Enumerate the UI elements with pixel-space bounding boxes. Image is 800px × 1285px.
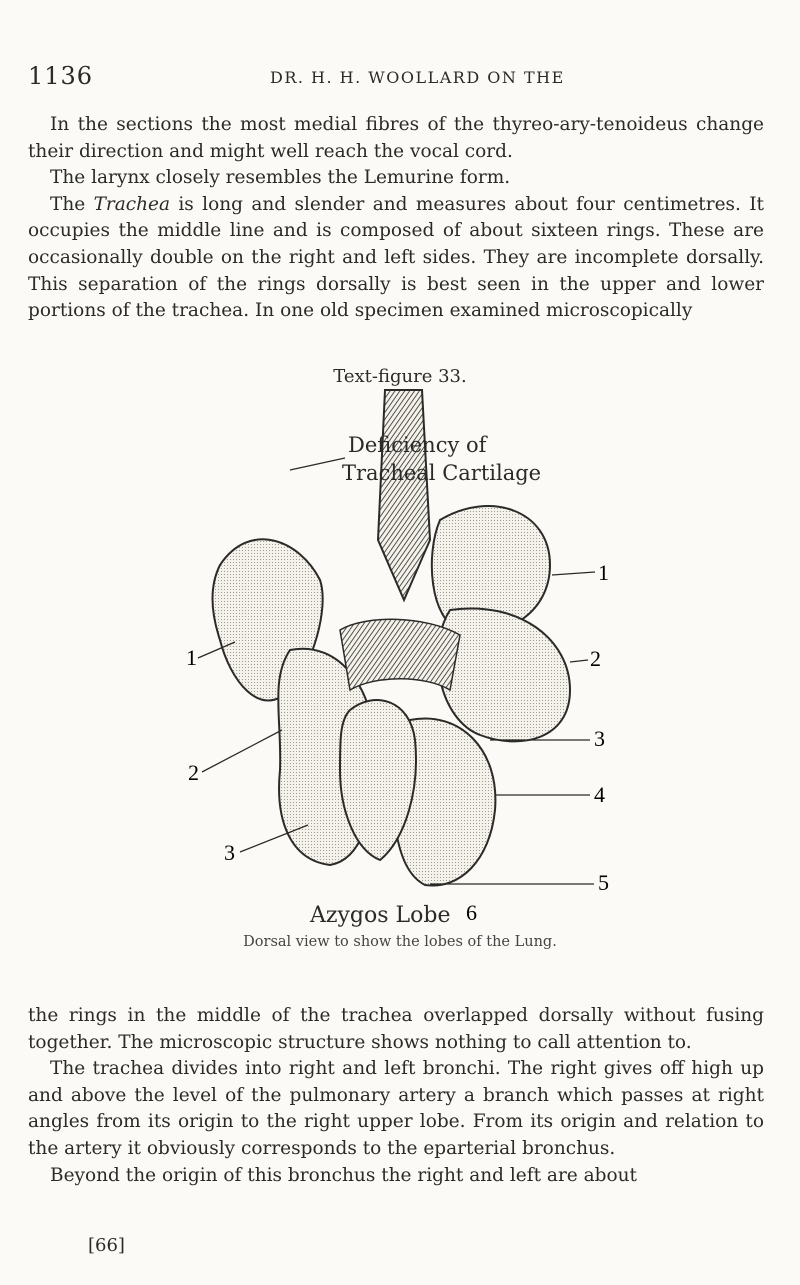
top-text-block [28,112,764,325]
label-deficiency-line1: Deficiency of [348,433,487,457]
paragraph-thyreo: In the sections the most medial fibres of the thyreo-ary-tenoideus change their direction and might well reach the vocal cord. [28,114,764,162]
lung-illustration [186,390,620,930]
numeral-left-1: 1 [186,645,197,670]
trachea-lead: The [50,193,86,215]
numeral-left-2: 2 [188,760,199,785]
paragraph-larynx: The larynx closely resembles the Lemurine form. [50,167,511,189]
trachea-word: Trachea [93,193,171,215]
trachea-text: is long and slender and measures about four centimetres. It occupies the middle line and is composed of about sixteen rings. These are occasionally double on the right and left sides. They are incomplete dorsally. This separation of the rings dorsally is best seen in the upper and lower portions of the trachea. In one old specimen examined microscopically [28,193,764,322]
paragraph-rings: the rings in the middle of the trachea overlapped dorsally without fusing together. The microscopic structure shows nothing to call attention to. [28,1005,764,1053]
label-deficiency-line2: Tracheal Cartilage [342,461,542,485]
page-number: 1136 [28,62,94,90]
paragraph-beyond: Beyond the origin of this bronchus the right and left are about [50,1164,637,1186]
label-azygos: Azygos Lobe [310,903,451,928]
figure-caption: Dorsal view to show the lobes of the Lung. [243,934,557,950]
numeral-right-4: 4 [594,782,605,807]
page-header [0,62,800,92]
numeral-right-1: 1 [598,560,609,585]
running-head: DR. H. H. WOOLLARD ON THE [270,68,565,87]
bronchi-hatching [340,619,460,690]
right-middle-lobe [438,608,570,741]
numeral-right-6: 6 [466,900,477,925]
paragraph-bronchi: The trachea divides into right and left bronchi. The right gives off high up and above the level of the pulmonary artery a branch which passes at right angles from its origin to the right upper lobe. From its origin and relation to the artery it obviously corresponds to the eparterial bronchus. [28,1058,764,1159]
signature-mark: [66] [88,1235,125,1256]
trachea-shape [378,390,430,600]
numeral-right-2: 2 [590,646,601,671]
lung-figure [186,390,620,930]
paragraph-trachea [28,192,764,325]
bottom-text-block [28,1003,764,1189]
figure-title: Text-figure 33. [333,366,467,387]
numeral-left-3: 3 [224,840,235,865]
numeral-right-5: 5 [598,870,609,895]
numeral-right-3: 3 [594,726,605,751]
